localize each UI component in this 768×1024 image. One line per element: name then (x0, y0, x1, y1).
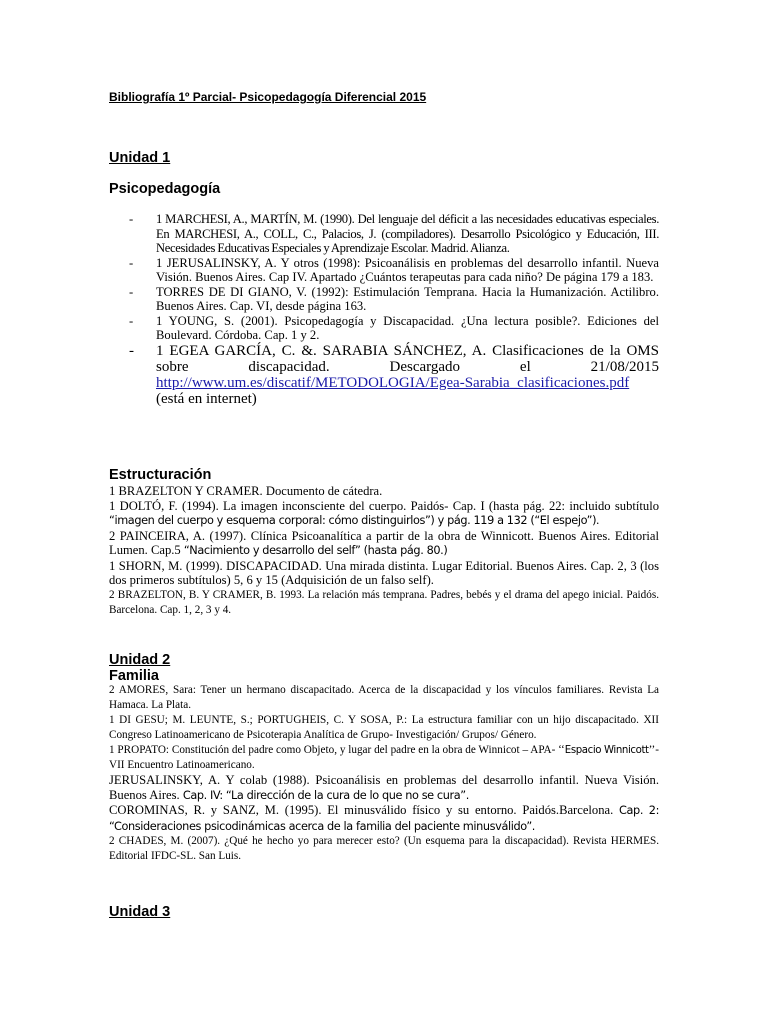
bib-entry-text: 1 JERUSALINSKY, A. Y otros (1998): Psicoanálisis en problemas del desarrollo infantil. Nueva Visión. Buenos Aires. Cap IV. Apartado ¿Cuántos terapeutas para cada niño? De página 179 a 183. (156, 255, 659, 284)
list-dash: - (129, 212, 133, 226)
bib-entry: 2 CHADES, M. (2007). ¿Qué he hecho yo para merecer esto? (Un esquema para la discapacidad). Revista HERMES. Editorial IFDC-SL. San Luis. (109, 835, 659, 862)
oms-pdf-link[interactable]: http://www.um.es/discatif/METODOLOGIA/Egea-Sarabia_clasificaciones.pdf (156, 374, 630, 391)
psicopedagogia-heading: Psicopedagogía (109, 181, 221, 197)
bib-entry-text: 1 MARCHESI, A., MARTÍN, M. (1990). Del lenguaje del déficit a las necesidades educativas especiales. En MARCHESI, A., COLL, C., Palacios, J. (compiladores). Desarrollo Psicológico y Educación, III. Necesidades Educativas Especiales y Aprendizaje Escolar. Madrid. Alianza. (156, 212, 659, 255)
bib-entry-text: 2 PAINCEIRA, A. (1997). Clínica Psicoanalítica a partir de la obra de Winnicott. Buenos Aires. Editorial Lumen. Cap.5 (109, 528, 659, 557)
bib-entry: 1 SHORN, M. (1999). DISCAPACIDAD. Una mirada distinta. Lugar Editorial. Buenos Aires. Cap. 2, 3 (los dos primeros subtítulos) 5, 6 y 15 (Adquisición de un falso self). (109, 558, 659, 587)
bib-entry-text: 1 DOLTÓ, F. (1994). La imagen inconsciente del cuerpo. Paidós- Cap. I (hasta pág. 22: incluido subtítulo (109, 498, 659, 513)
bib-entry-quote: Espacio Winnicott (564, 745, 649, 756)
list-item (109, 343, 659, 407)
bib-entry-quote: Cap. IV: “La dirección de la cura de lo que no se cura”. (182, 788, 469, 802)
bib-entry-end: . (596, 513, 600, 527)
bib-entry (109, 803, 659, 834)
list-item (109, 314, 659, 343)
psicopedagogia-bibliography-list (109, 212, 659, 407)
bib-entry (109, 773, 659, 803)
bib-entry (109, 499, 659, 529)
bib-entry-text: TORRES DE DI GIANO, V. (1992): Estimulación Temprana. Hacia la Humanización. Actilibro. Buenos Aires. Cap. VI, desde página 163. (156, 284, 659, 313)
estructuracion-entries (109, 484, 659, 618)
bib-entry-quote: “imagen del cuerpo y esquema corporal: cómo distinguirlos”) y pág. 119 a 132 (“El espejo”) (109, 514, 597, 527)
bib-entry (109, 743, 659, 773)
unit-3-heading: Unidad 3 (109, 904, 171, 920)
list-dash: - (129, 313, 134, 328)
list-dash: - (129, 284, 134, 299)
bib-entry (109, 529, 659, 559)
bib-entry-text: 1 PROPATO: Constitución del padre como Objeto, y lugar del padre en la obra de Winnicot – APA- ‘‘ (109, 744, 565, 756)
list-item (109, 256, 659, 285)
bib-entry: 1 DI GESU; M. LEUNTE, S.; PORTUGHEIS, C. Y SOSA, P.: La estructura familiar con un hijo discapacitado. XII Congreso Latinoamericano de Psicoterapia Analítica de Grupo- Investigación/ Grupos/ Género. (109, 714, 659, 741)
bib-entry-text-end: ’’- VII Encuentro Latinoamericano. (109, 744, 659, 771)
list-item (109, 285, 659, 314)
bib-entry: 1 BRAZELTON Y CRAMER. Documento de cátedra. (109, 484, 383, 498)
document-title: Bibliografía 1º Parcial- Psicopedagogía Diferencial 2015 (109, 90, 427, 104)
bib-entry-quote: “Nacimiento y desarrollo del self” (hasta pág. 80.) (183, 544, 448, 557)
familia-entries (109, 683, 659, 864)
list-dash: - (129, 342, 134, 359)
bib-entry-text: 1 YOUNG, S. (2001). Psicopedagogía y Discapacidad. ¿Una lectura posible?. Ediciones del Boulevard. Córdoba. Cap. 1 y 2. (156, 313, 659, 342)
bib-entry-text: COROMINAS, R. y SANZ, M. (1995). El minusválido físico y su entorno. Paidós.Barcelona. (109, 803, 614, 817)
bib-entry-text: JERUSALINSKY, A. Y colab (1988). Psicoanálisis en problemas del desarrollo infantil. Nueva Visión. Buenos Aires. (109, 773, 659, 802)
bib-entry: 2 AMORES, Sara: Tener un hermano discapacitado. Acerca de la discapacidad y los vínculos familiares. Revista La Hamaca. La Plata. (109, 684, 659, 711)
familia-heading: Familia (109, 668, 159, 684)
estructuracion-heading: Estructuración (109, 467, 212, 483)
bib-entry-note: (está en internet) (156, 390, 257, 407)
bib-entry-quote: Cap. 2: “Consideraciones psicodinámicas acerca de la familia del paciente minusválido”. (109, 804, 659, 833)
bib-entry-text: 1 EGEA GARCÍA, C. &. SARABIA SÁNCHEZ, A. Clasificaciones de la OMS sobre discapacidad. Descargado el 21/08/2015 (156, 342, 659, 375)
list-dash: - (129, 255, 134, 270)
bib-entry: 2 BRAZELTON, B. Y CRAMER, B. 1993. La relación más temprana. Padres, bebés y el drama del apego inicial. Paidós. Barcelona. Cap. 1, 2, 3 y 4. (109, 588, 659, 616)
unit-2-heading: Unidad 2 (109, 652, 171, 668)
unit-1-heading: Unidad 1 (109, 150, 171, 166)
list-item (109, 212, 659, 256)
